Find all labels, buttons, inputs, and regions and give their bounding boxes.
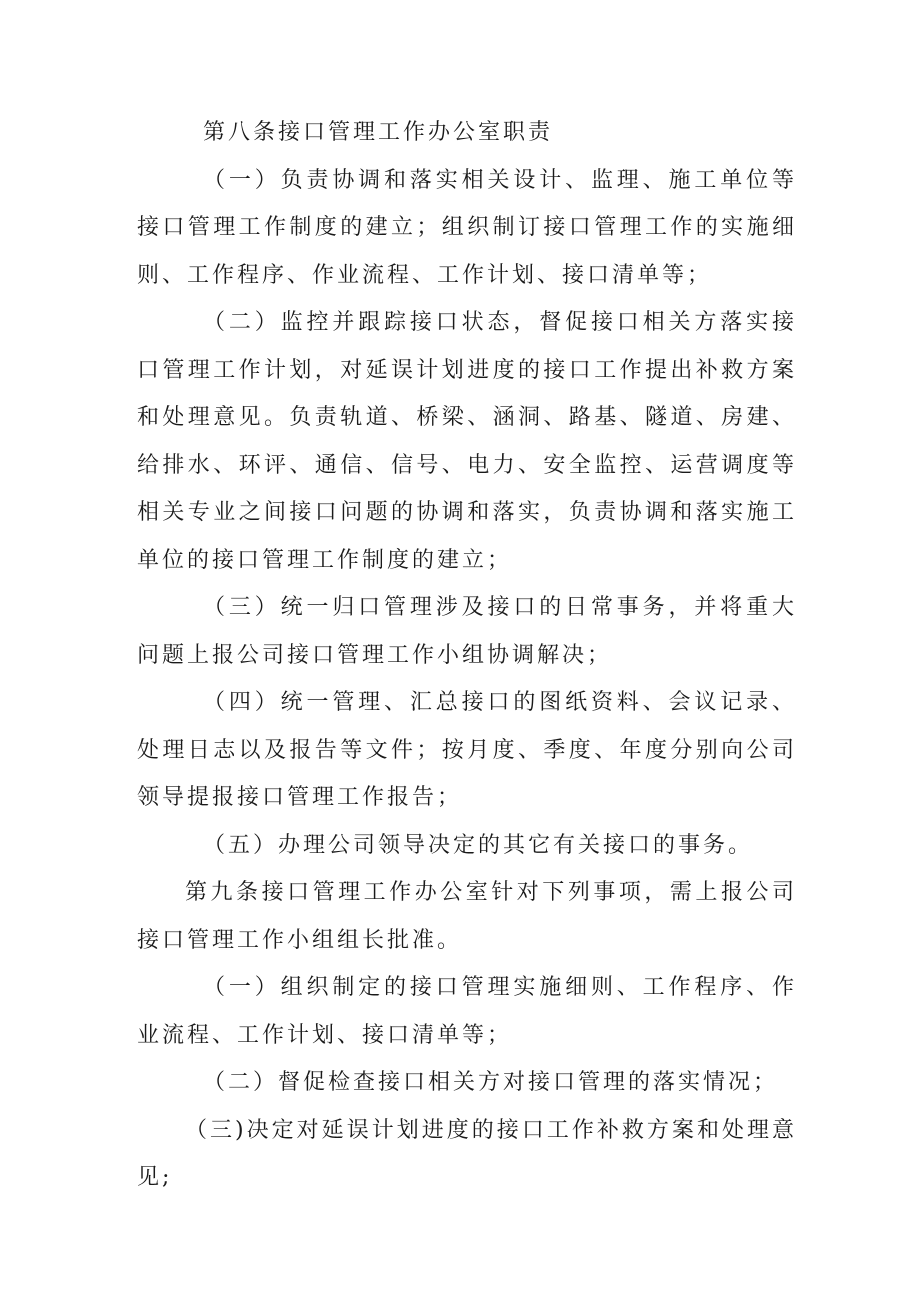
article-9-item-1: （一）组织制定的接口管理实施细则、工作程序、作业流程、工作计划、接口清单等； [137,975,797,1048]
document-body [137,109,797,1202]
article-9-item-2: （二）督促检查接口相关方对接口管理的落实情况； [203,1070,779,1095]
article-8-item-1: （一）负责协调和落实相关设计、监理、施工单位等接口管理工作制度的建立；组织制订接口管理工作的实施细则、工作程序、作业流程、工作计划、接口清单等； [137,167,797,288]
article-8-item-5: （五）办理公司领导决定的其它有关接口的事务。 [203,832,754,858]
article-8-item-3: （三）统一归口管理涉及接口的日常事务，并将重大问题上报公司接口管理工作小组协调解决； [137,595,797,668]
article-8-item-2: （二）监控并跟踪接口状态，督促接口相关方落实接口管理工作计划，对延误计划进度的接口工作提出补救方案和处理意见。负责轨道、桥梁、涵洞、路基、隧道、房建、给排水、环评、通信、信号、电力、安全监控、运营调度等相关专业之间接口问题的协调和落实，负责协调和落实施工单位的接口管理工作制度的建立； [137,310,797,573]
article-8-item-4: （四）统一管理、汇总接口的图纸资料、会议记录、处理日志以及报告等文件；按月度、季度、年度分别向公司领导提报接口管理工作报告； [137,690,797,810]
article-9-heading: 第九条接口管理工作办公室针对下列事项，需上报公司接口管理工作小组组长批准。 [137,880,797,953]
article-8-heading: 第八条接口管理工作办公室职责 [203,120,554,145]
article-9-item-3: （三)决定对延误计划进度的接口工作补救方案和处理意见; [137,1117,797,1190]
